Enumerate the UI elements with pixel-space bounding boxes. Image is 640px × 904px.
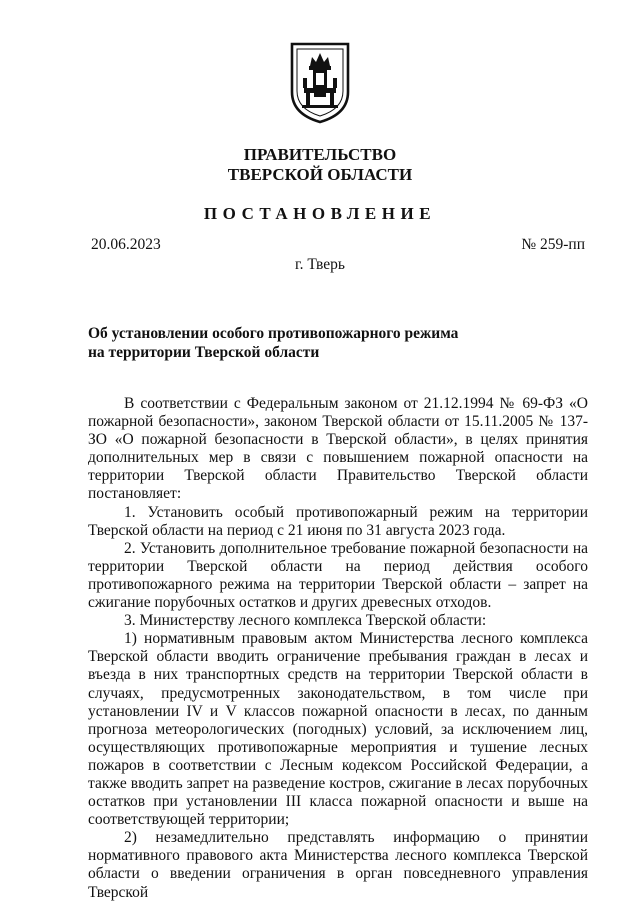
subject-line2: на территории Тверской области (88, 344, 320, 361)
body-paragraph-item-2: 2. Установить дополнительное требование пожарной безопасности на территории Тверской области на период действия особого противопожарного режима на территории Тверской области – запрет на сжигание порубочных остатков и других древесных отходов. (88, 539, 588, 612)
body-paragraph-item-1: 1. Установить особый противопожарный режим на территории Тверской области на период с 21 июня по 31 августа 2023 года. (88, 503, 588, 539)
government-name-line2: ТВЕРСКОЙ ОБЛАСТИ (227, 165, 413, 184)
coat-of-arms-emblem (286, 40, 354, 124)
document-number: № 259-пп (521, 236, 585, 253)
body-paragraph-item-3-1: 1) нормативным правовым актом Министерства лесного комплекса Тверской области вводить ограничение пребывания граждан в лесах и въезда в них транспортных средств на территории Тверской области в случаях, предусмотренных законодательством, в том числе при установлении IV и V классов пожарной опасности в лесах, по данным прогноза метеорологических (погодных) условий, за исключением лиц, осуществляющих противопожарные мероприятия и тушение лесных пожаров в соответствии с Лесным кодексом Российской Федерации, а также вводить запрет на разведение костров, сжигание в лесах порубочных остатков при установлении III класса пожарной опасности и выше на соответствующей территории; (88, 630, 588, 829)
body-paragraph-preamble: В соответствии с Федеральным законом от 21.12.1994 № 69-ФЗ «О пожарной безопасности», законом Тверской области от 15.11.2005 № 137-ЗО «О пожарной безопасности в Тверской области», в целях принятия дополнительных мер в связи с повышением пожарной опасности на территории Тверской области Правительство Тверской области постановляет: (88, 395, 588, 503)
document-type-title: ПОСТАНОВЛЕНИЕ (203, 204, 437, 223)
government-name-line1: ПРАВИТЕЛЬСТВО (243, 145, 397, 164)
document-date: 20.06.2023 (91, 236, 161, 253)
body-paragraph-item-3-2: 2) незамедлительно представлять информацию о принятии нормативного правового акта Министерства лесного комплекса Тверской области о введении ограничения в орган повседневного управления Тверской (88, 829, 588, 901)
document-city: г. Тверь (295, 256, 345, 273)
subject-line1: Об установлении особого противопожарного режима (88, 325, 459, 342)
body-paragraph-item-3: 3. Министерству лесного комплекса Тверской области: (124, 612, 487, 630)
document-body (88, 395, 588, 902)
document-subject (88, 324, 458, 362)
